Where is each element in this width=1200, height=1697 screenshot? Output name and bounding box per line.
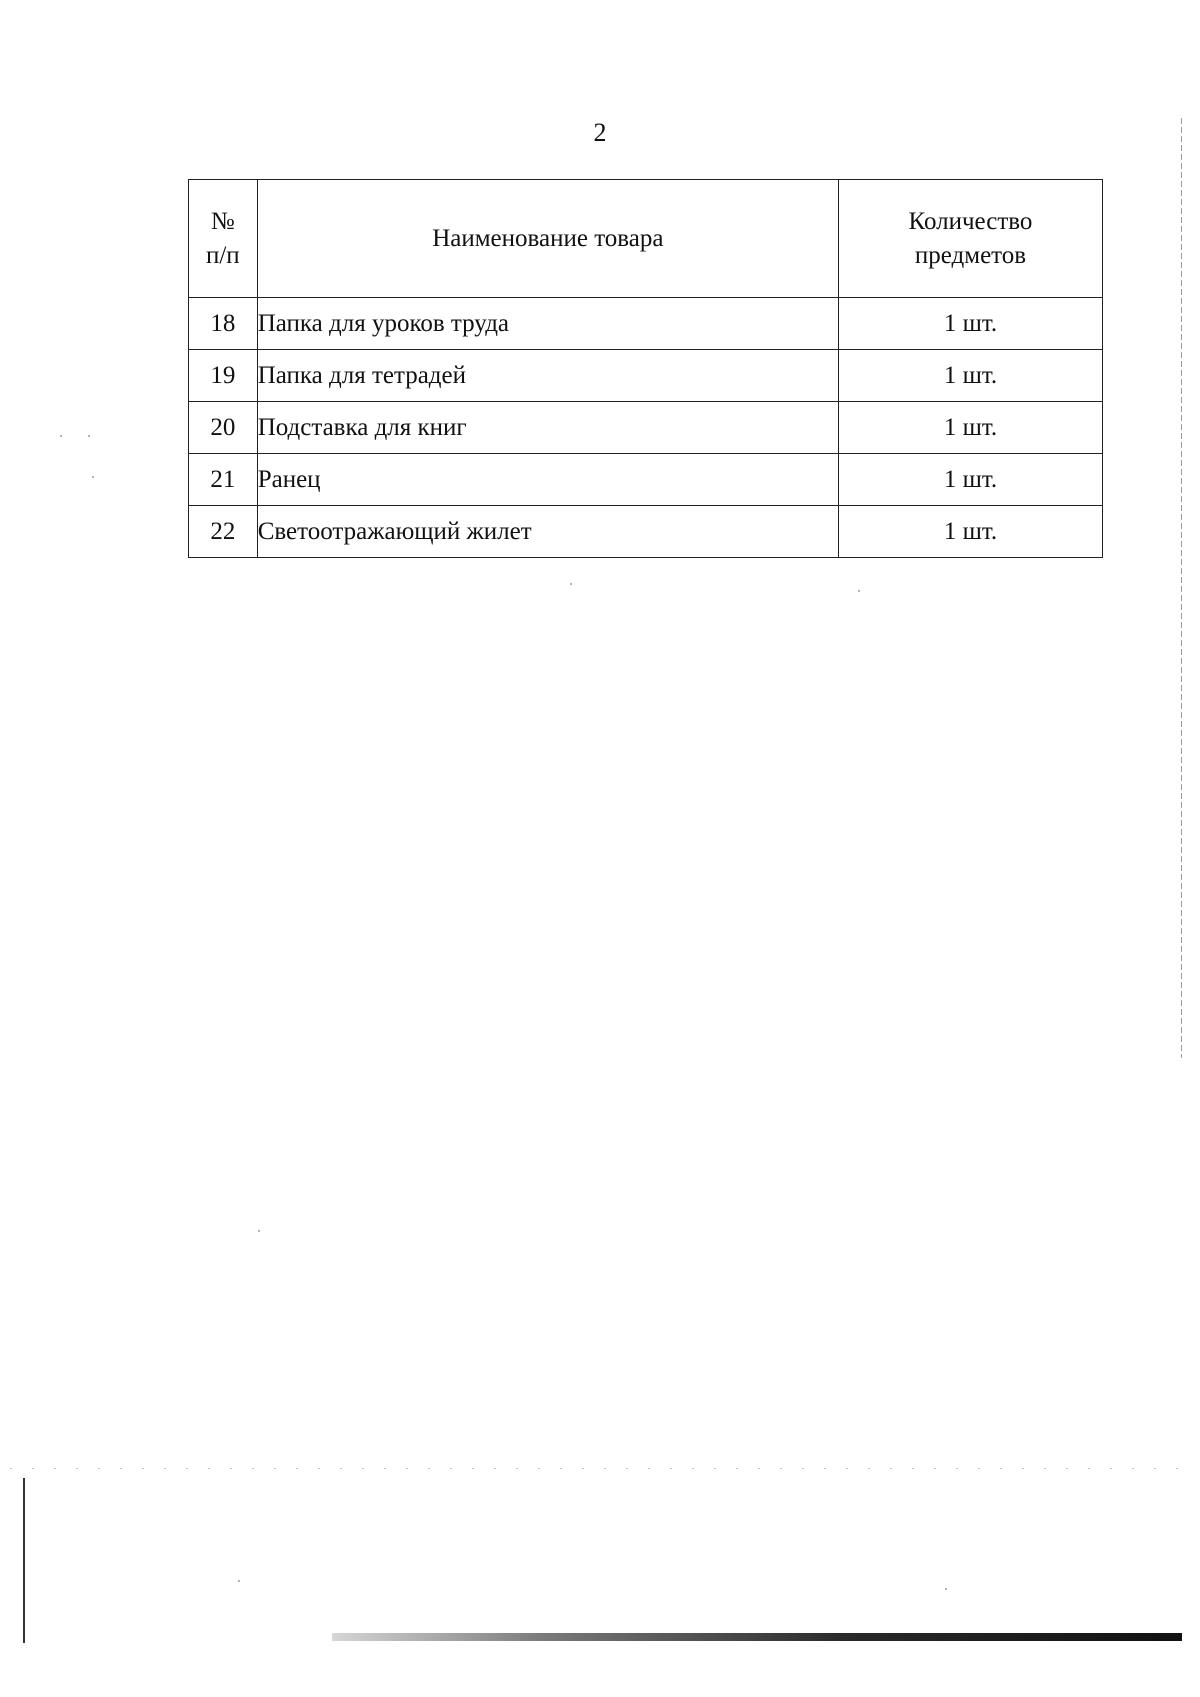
header-quantity-line1: Количество xyxy=(908,207,1033,235)
header-number-abbr: п/п xyxy=(205,241,240,269)
header-quantity-line2: предметов xyxy=(914,241,1027,269)
row-item-name: Папка для тетрадей xyxy=(257,350,838,402)
row-item-name: Подставка для книг xyxy=(257,402,838,454)
scan-edge-line-left xyxy=(23,1478,25,1643)
row-quantity: 1 шт. xyxy=(838,298,1102,350)
row-quantity: 1 шт. xyxy=(838,350,1102,402)
header-item-name: Наименование товара xyxy=(257,180,838,298)
row-quantity: 1 шт. xyxy=(838,402,1102,454)
scan-speck xyxy=(858,590,860,592)
header-quantity xyxy=(838,180,1102,298)
row-number: 22 xyxy=(189,506,258,558)
table-row xyxy=(189,298,1103,350)
table-header-row xyxy=(189,180,1103,298)
row-number: 21 xyxy=(189,454,258,506)
row-item-name: Папка для уроков труда xyxy=(257,298,838,350)
table-row xyxy=(189,402,1103,454)
page-number: 2 xyxy=(593,118,607,147)
header-number xyxy=(189,180,258,298)
scan-speck xyxy=(258,1230,260,1232)
scan-dotted-line xyxy=(10,1468,1180,1469)
scan-speck xyxy=(570,583,572,585)
row-number: 18 xyxy=(189,298,258,350)
row-quantity: 1 шт. xyxy=(838,506,1102,558)
row-number: 20 xyxy=(189,402,258,454)
scan-bottom-bar xyxy=(332,1633,1182,1641)
table-row xyxy=(189,506,1103,558)
row-item-name: Светоотражающий жилет xyxy=(257,506,838,558)
scan-speck xyxy=(92,476,94,478)
goods-table xyxy=(188,179,1103,558)
scan-speck xyxy=(945,1588,947,1590)
row-number: 19 xyxy=(189,350,258,402)
table-row xyxy=(189,350,1103,402)
scan-speck xyxy=(238,1580,240,1582)
row-quantity: 1 шт. xyxy=(838,454,1102,506)
scan-speck xyxy=(60,435,62,437)
table-row xyxy=(189,454,1103,506)
header-number-sign: № xyxy=(210,207,235,235)
scan-speck xyxy=(88,435,90,437)
scan-edge-line-right xyxy=(1181,118,1182,1058)
row-item-name: Ранец xyxy=(257,454,838,506)
